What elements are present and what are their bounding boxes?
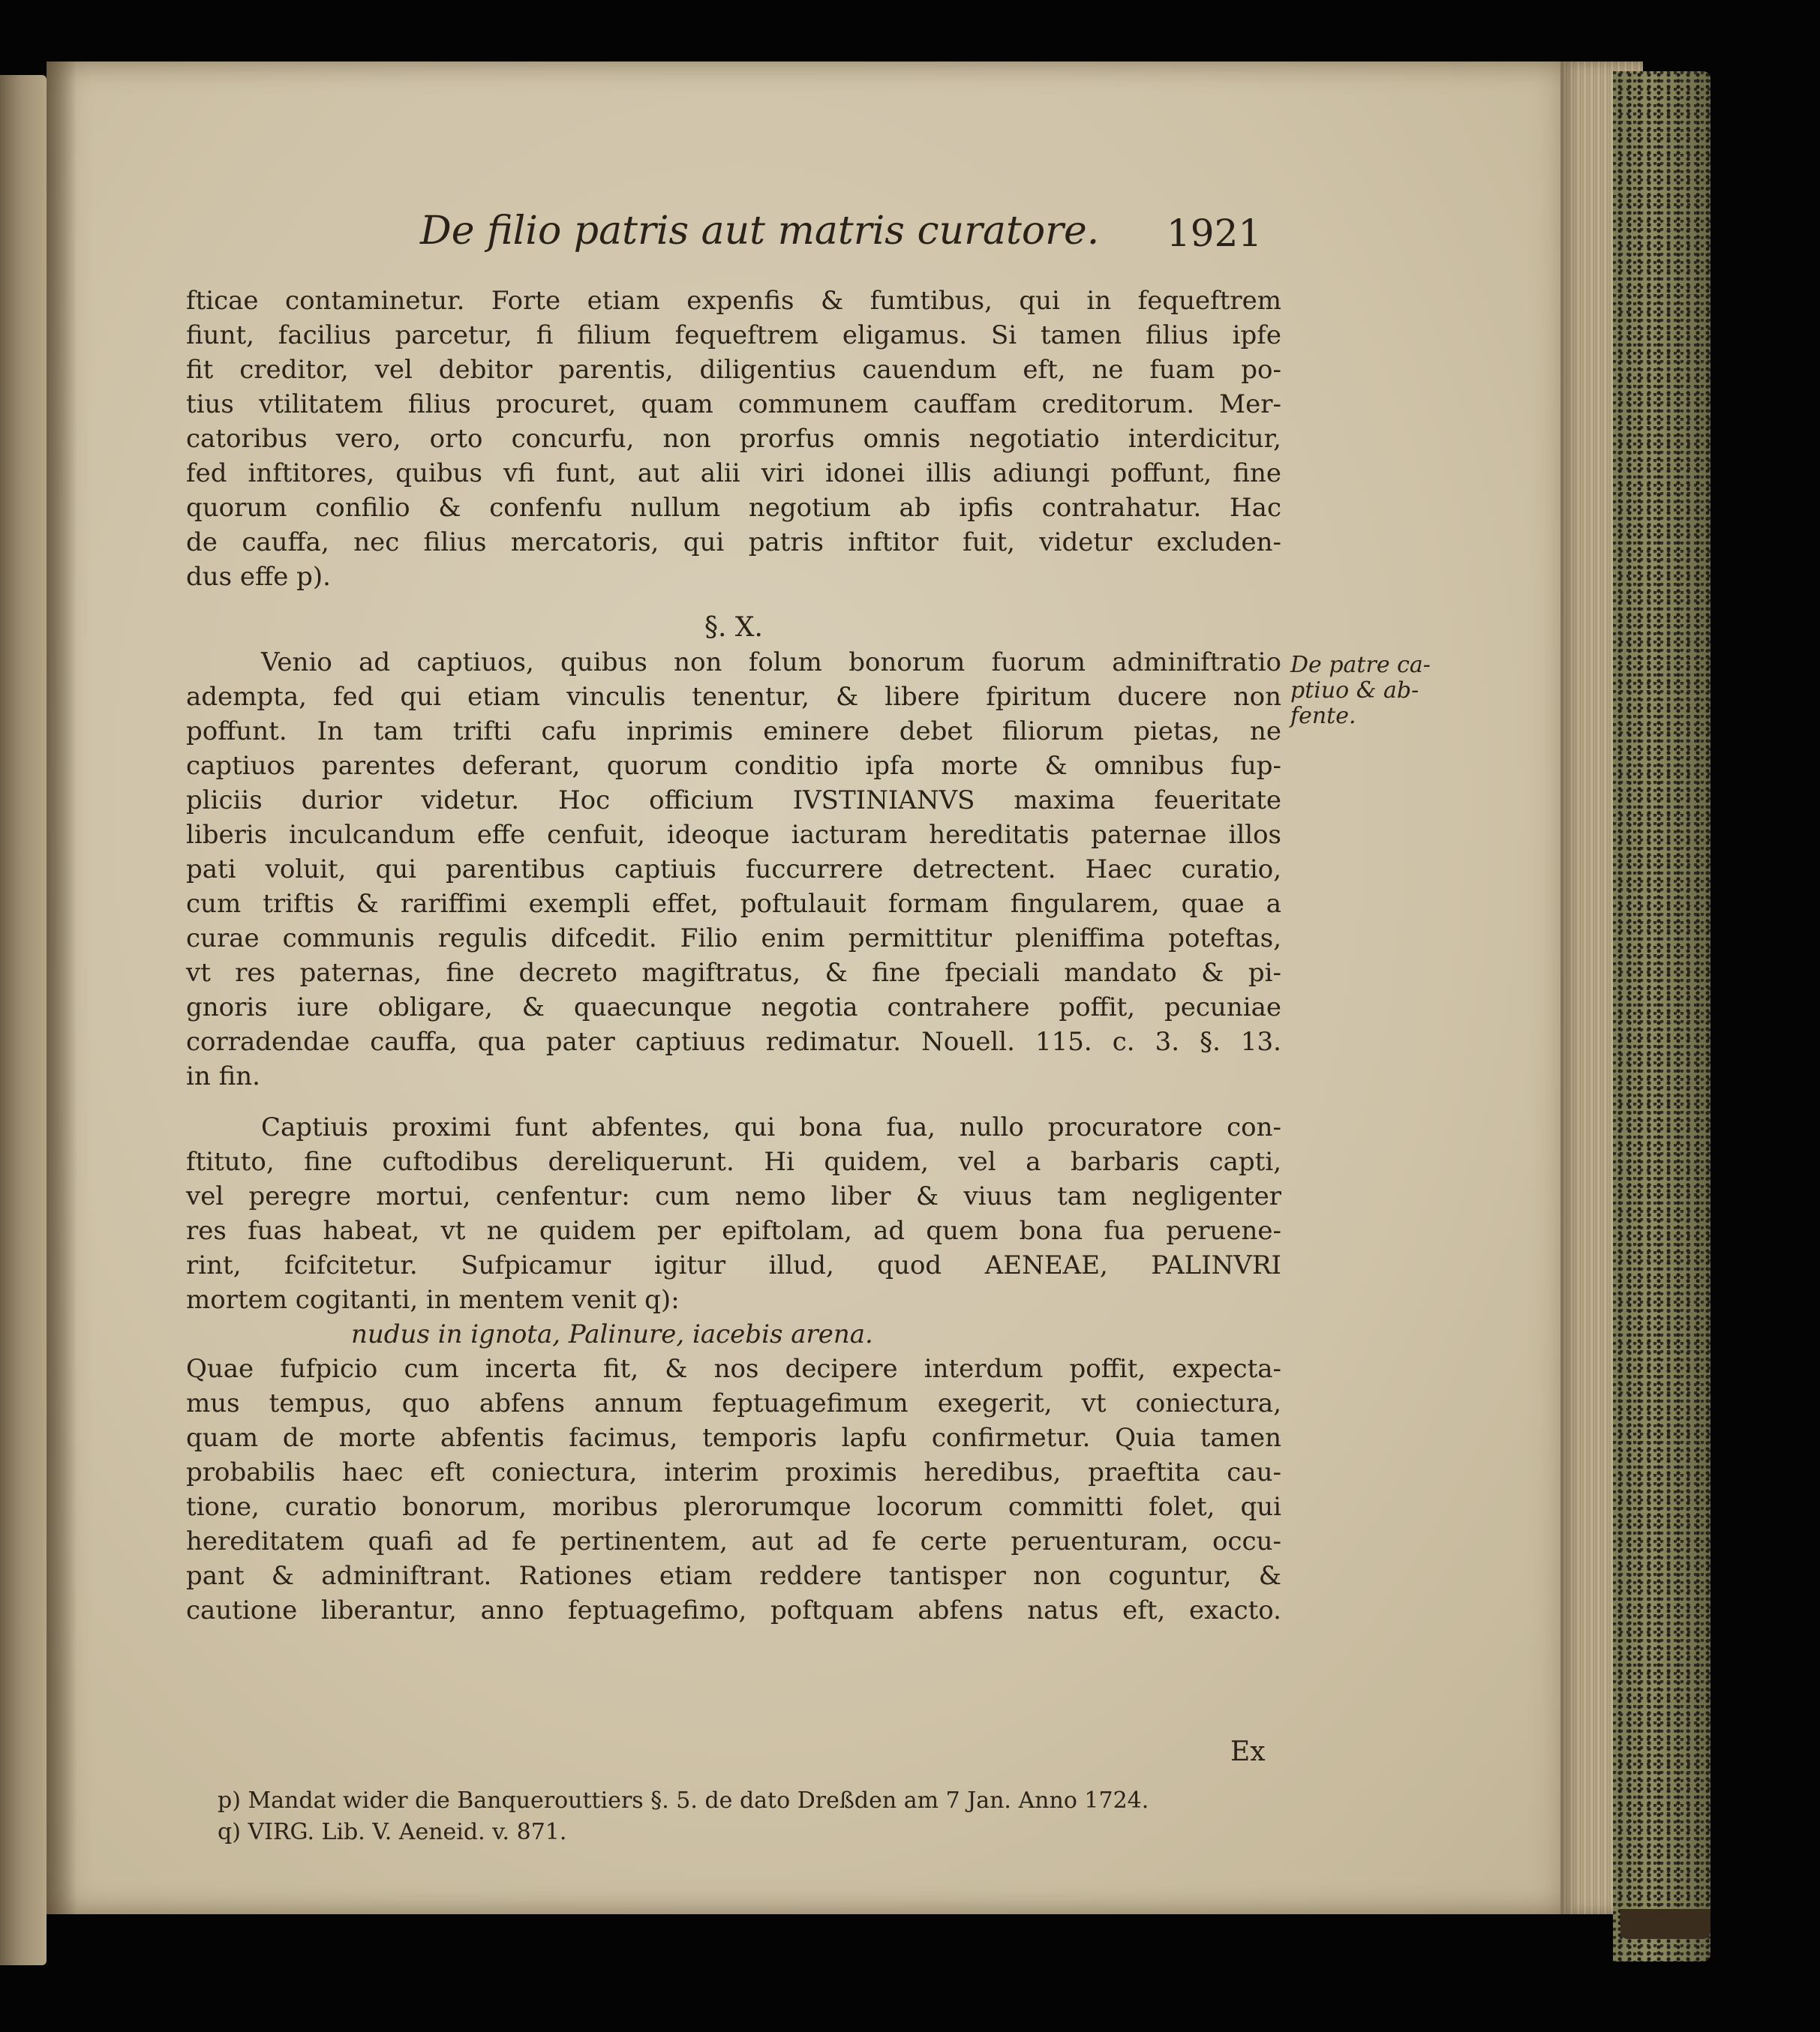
text-line: vt res paternas, fine decreto magiftratus, & fine fpeciali mandato & pi- [186,958,1281,988]
text-line: tione, curatio bonorum, moribus plerorumque locorum committi folet, qui [186,1492,1281,1522]
margin-note-line: ptiuo & ab- [1290,677,1419,704]
text-line: cum triftis & rariffimi exempli effet, poftulauit formam fingularem, quae a [186,889,1281,919]
marbled-cover [1613,71,1710,1961]
text-line: pant & adminiftrant. Rationes etiam reddere tantisper non coguntur, & [186,1561,1281,1591]
text-line: dus effe p). [186,562,331,592]
paragraph-4 [186,1352,1281,1628]
text-line: pati voluit, qui parentibus captiuis fuccurrere detrectent. Haec curatio, [186,854,1281,884]
text-line: probabilis haec eft coniectura, interim proximis heredibus, praeftita cau- [186,1457,1281,1487]
footnote-q: q) VIRG. Lib. V. Aeneid. v. 871. [218,1819,567,1845]
text-line: gnoris iure obligare, & quaecunque negotia contrahere poffit, pecuniae [186,992,1281,1022]
text-line: cautione liberantur, anno feptuagefimo, poftquam abfens natus eft, exacto. [186,1595,1281,1625]
text-line: catoribus vero, orto concurfu, non prorfus omnis negotiatio interdicitur, [186,424,1281,454]
text-line: mortem cogitanti, in mentem venit q): [186,1285,680,1315]
text-line: quam de morte abfentis facimus, temporis lapfu confirmetur. Quia tamen [186,1423,1281,1453]
margin-note-line: fente. [1290,703,1356,729]
text-line: Captiuis proximi funt abfentes, qui bona fua, nullo procuratore con- [261,1112,1281,1142]
footnotes [218,1785,1283,1848]
text-line: hereditatem quafi ad fe pertinentem, aut ad fe certe peruenturam, occu- [186,1526,1281,1556]
paragraph-2 [186,645,1281,1094]
paragraph-3 [186,1110,1281,1317]
text-line: rint, fcifcitetur. Sufpicamur igitur illud, quod AENEAE, PALINVRI [186,1250,1281,1280]
text-line: de cauffa, nec filius mercatoris, qui patris inftitor fuit, videtur excluden- [186,527,1281,557]
text-line: res fuas habeat, vt ne quidem per epiftolam, ad quem bona fua peruene- [186,1216,1281,1246]
page-number: 1921 [1167,212,1263,255]
text-line: in fin. [186,1061,260,1091]
text-line: poffunt. In tam trifti cafu inprimis eminere debet filiorum pietas, ne [186,716,1281,746]
section-heading: §. X. [704,612,763,643]
text-line: tius vtilitatem filius procuret, quam communem cauffam creditorum. Mer- [186,389,1281,419]
margin-note [1290,653,1448,729]
text-line: adempta, fed qui etiam vinculis tenentur, & libere fpiritum ducere non [186,682,1281,712]
page-gutter-shadow [47,62,77,1914]
text-line: pliciis durior videtur. Hoc officium IVSTINIANVS maxima feueritate [186,785,1281,815]
catchword: Ex [1230,1736,1266,1767]
text-line: ftituto, fine cuftodibus dereliquerunt. Hi quidem, vel a barbaris capti, [186,1147,1281,1177]
footnote-p: p) Mandat wider die Banquerouttiers §. 5. de dato Dreßden am 7 Jan. Anno 1724. [218,1787,1149,1814]
text-line: mus tempus, quo abfens annum feptuagefimum exegerit, vt coniectura, [186,1388,1281,1418]
running-head-title: De filio patris aut matris curatore. [420,209,1100,254]
text-line: vel peregre mortui, cenfentur: cum nemo liber & viuus tam negligenter [186,1181,1281,1211]
text-line: fed inftitores, quibus vfi funt, aut alii viri idonei illis adiungi poffunt, fine [186,458,1281,488]
verse-quote: nudus in ignota, Palinure, iacebis arena. [351,1319,873,1349]
text-line: fiunt, facilius parcetur, fi filium fequeftrem eligamus. Si tamen filius ipfe [186,320,1281,350]
text-line: curae communis regulis difcedit. Filio enim permittitur pleniffima poteftas, [186,923,1281,953]
margin-note-line: De patre ca- [1290,652,1431,678]
cover-corner [1620,1909,1710,1939]
text-line: corradendae cauffa, qua pater captiuus redimatur. Nouell. 115. c. 3. §. 13. [186,1027,1281,1057]
text-line: captiuos parentes deferant, quorum conditio ipfa morte & omnibus fup- [186,751,1281,781]
text-line: quorum confilio & confenfu nullum negotium ab ipfis contrahatur. Hac [186,493,1281,523]
facing-page-edge [0,75,47,1965]
body-text [186,284,1281,1628]
text-line: fit creditor, vel debitor parentis, diligentius cauendum eft, ne fuam po- [186,355,1281,385]
text-line: fticae contaminetur. Forte etiam expenfis & fumtibus, qui in fequeftrem [186,286,1281,316]
text-line: Quae fufpicio cum incerta fit, & nos decipere interdum poffit, expecta- [186,1354,1281,1384]
paragraph-1 [186,284,1281,594]
text-line: liberis inculcandum effe cenfuit, ideoque iacturam hereditatis paternae illos [186,820,1281,850]
text-line: Venio ad captiuos, quibus non folum bonorum fuorum adminiftratio [261,647,1281,677]
